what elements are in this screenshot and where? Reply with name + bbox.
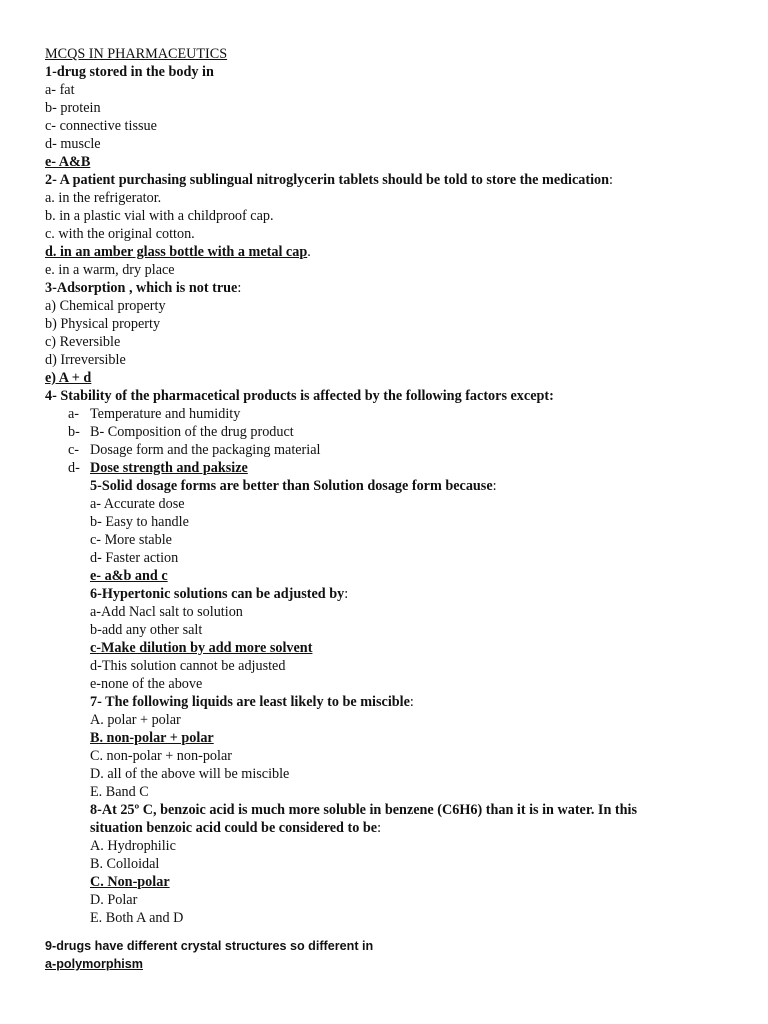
question-8-colon: : xyxy=(377,820,382,836)
question-5-colon: : xyxy=(492,478,497,494)
q4-option-a-text: Temperature and humidity xyxy=(90,406,241,422)
q2-answer: d. in an amber glass bottle with a metal cap xyxy=(45,244,308,260)
q1-option-d: d- muscle xyxy=(45,136,101,152)
question-3-line xyxy=(45,280,241,298)
question-9: 9-drugs have different crystal structures so different in xyxy=(45,939,374,953)
q2-option-b: b. in a plastic vial with a childproof cap. xyxy=(45,208,274,224)
question-7-colon: : xyxy=(409,694,414,710)
q3-option-a: a) Chemical property xyxy=(45,298,166,314)
document-title: MCQS IN PHARMACEUTICS xyxy=(45,46,228,62)
q8-answer: C. Non-polar xyxy=(90,874,170,890)
q6-option-d: d-This solution cannot be adjusted xyxy=(90,658,286,674)
question-6: 6-Hypertonic solutions can be adjusted by xyxy=(90,586,345,602)
q4-option-a xyxy=(68,406,240,424)
q8-option-b: B. Colloidal xyxy=(90,856,160,872)
question-8-line-2 xyxy=(90,820,381,838)
q6-option-a: a-Add Nacl salt to solution xyxy=(90,604,243,620)
q3-option-d: d) Irreversible xyxy=(45,352,126,368)
q4-marker-a: a- xyxy=(68,406,80,422)
q8-option-a: A. Hydrophilic xyxy=(90,838,176,854)
q2-answer-line xyxy=(45,244,311,262)
q9-answer: a-polymorphism xyxy=(45,957,143,971)
q6-option-b: b-add any other salt xyxy=(90,622,203,638)
q7-option-c: C. non-polar + non-polar xyxy=(90,748,232,764)
q6-option-e: e-none of the above xyxy=(90,676,203,692)
q1-option-a: a- fat xyxy=(45,82,75,98)
question-2-colon: : xyxy=(609,172,613,188)
q2-option-e: e. in a warm, dry place xyxy=(45,262,175,278)
q5-option-d: d- Faster action xyxy=(90,550,179,566)
q1-answer: e- A&B xyxy=(45,154,91,170)
question-6-colon: : xyxy=(344,586,349,602)
question-8-line-1: 8-At 25º C, benzoic acid is much more soluble in benzene (C6H6) than it is in water. In this xyxy=(90,802,637,818)
q4-marker-c: c- xyxy=(68,442,80,458)
q7-option-a: A. polar + polar xyxy=(90,712,181,728)
q3-option-c: c) Reversible xyxy=(45,334,121,350)
question-2-line xyxy=(45,172,613,190)
q7-option-e: E. Band C xyxy=(90,784,149,800)
q2-answer-period: . xyxy=(307,244,311,260)
question-1: 1-drug stored in the body in xyxy=(45,64,214,80)
question-5-line xyxy=(90,478,497,496)
q7-answer: B. non-polar + polar xyxy=(90,730,214,746)
q1-option-b: b- protein xyxy=(45,100,101,116)
q1-option-c: c- connective tissue xyxy=(45,118,157,134)
question-7: 7- The following liquids are least likely to be miscible xyxy=(90,694,410,710)
question-3-colon: : xyxy=(237,280,242,296)
q3-answer: e) A + d xyxy=(45,370,92,386)
question-2: 2- A patient purchasing sublingual nitroglycerin tablets should be told to store the medication xyxy=(45,172,610,188)
q5-answer: e- a&b and c xyxy=(90,568,168,584)
q4-option-d xyxy=(68,460,248,478)
question-7-line xyxy=(90,694,414,712)
question-6-line xyxy=(90,586,348,604)
q7-option-d: D. all of the above will be miscible xyxy=(90,766,290,782)
q5-option-b: b- Easy to handle xyxy=(90,514,189,530)
question-5: 5-Solid dosage forms are better than Solution dosage form because xyxy=(90,478,493,494)
q8-option-e: E. Both A and D xyxy=(90,910,184,926)
q2-option-c: c. with the original cotton. xyxy=(45,226,195,242)
q4-marker-d: d- xyxy=(68,460,80,476)
question-4: 4- Stability of the pharmacetical products is affected by the following factors except: xyxy=(45,388,554,404)
q3-option-b: b) Physical property xyxy=(45,316,161,332)
q4-option-c-text: Dosage form and the packaging material xyxy=(90,442,321,458)
q6-answer: c-Make dilution by add more solvent xyxy=(90,640,313,656)
q4-option-c xyxy=(68,442,320,460)
question-3: 3-Adsorption , which is not true xyxy=(45,280,238,296)
question-8-continued: situation benzoic acid could be considered to be xyxy=(90,820,378,836)
q4-option-b-text: B- Composition of the drug product xyxy=(90,424,294,440)
q2-option-a: a. in the refrigerator. xyxy=(45,190,162,206)
q8-option-d: D. Polar xyxy=(90,892,138,908)
q4-option-b xyxy=(68,424,294,442)
q5-option-c: c- More stable xyxy=(90,532,172,548)
q5-option-a: a- Accurate dose xyxy=(90,496,185,512)
q4-answer: Dose strength and paksize xyxy=(90,460,248,476)
q4-marker-b: b- xyxy=(68,424,80,440)
